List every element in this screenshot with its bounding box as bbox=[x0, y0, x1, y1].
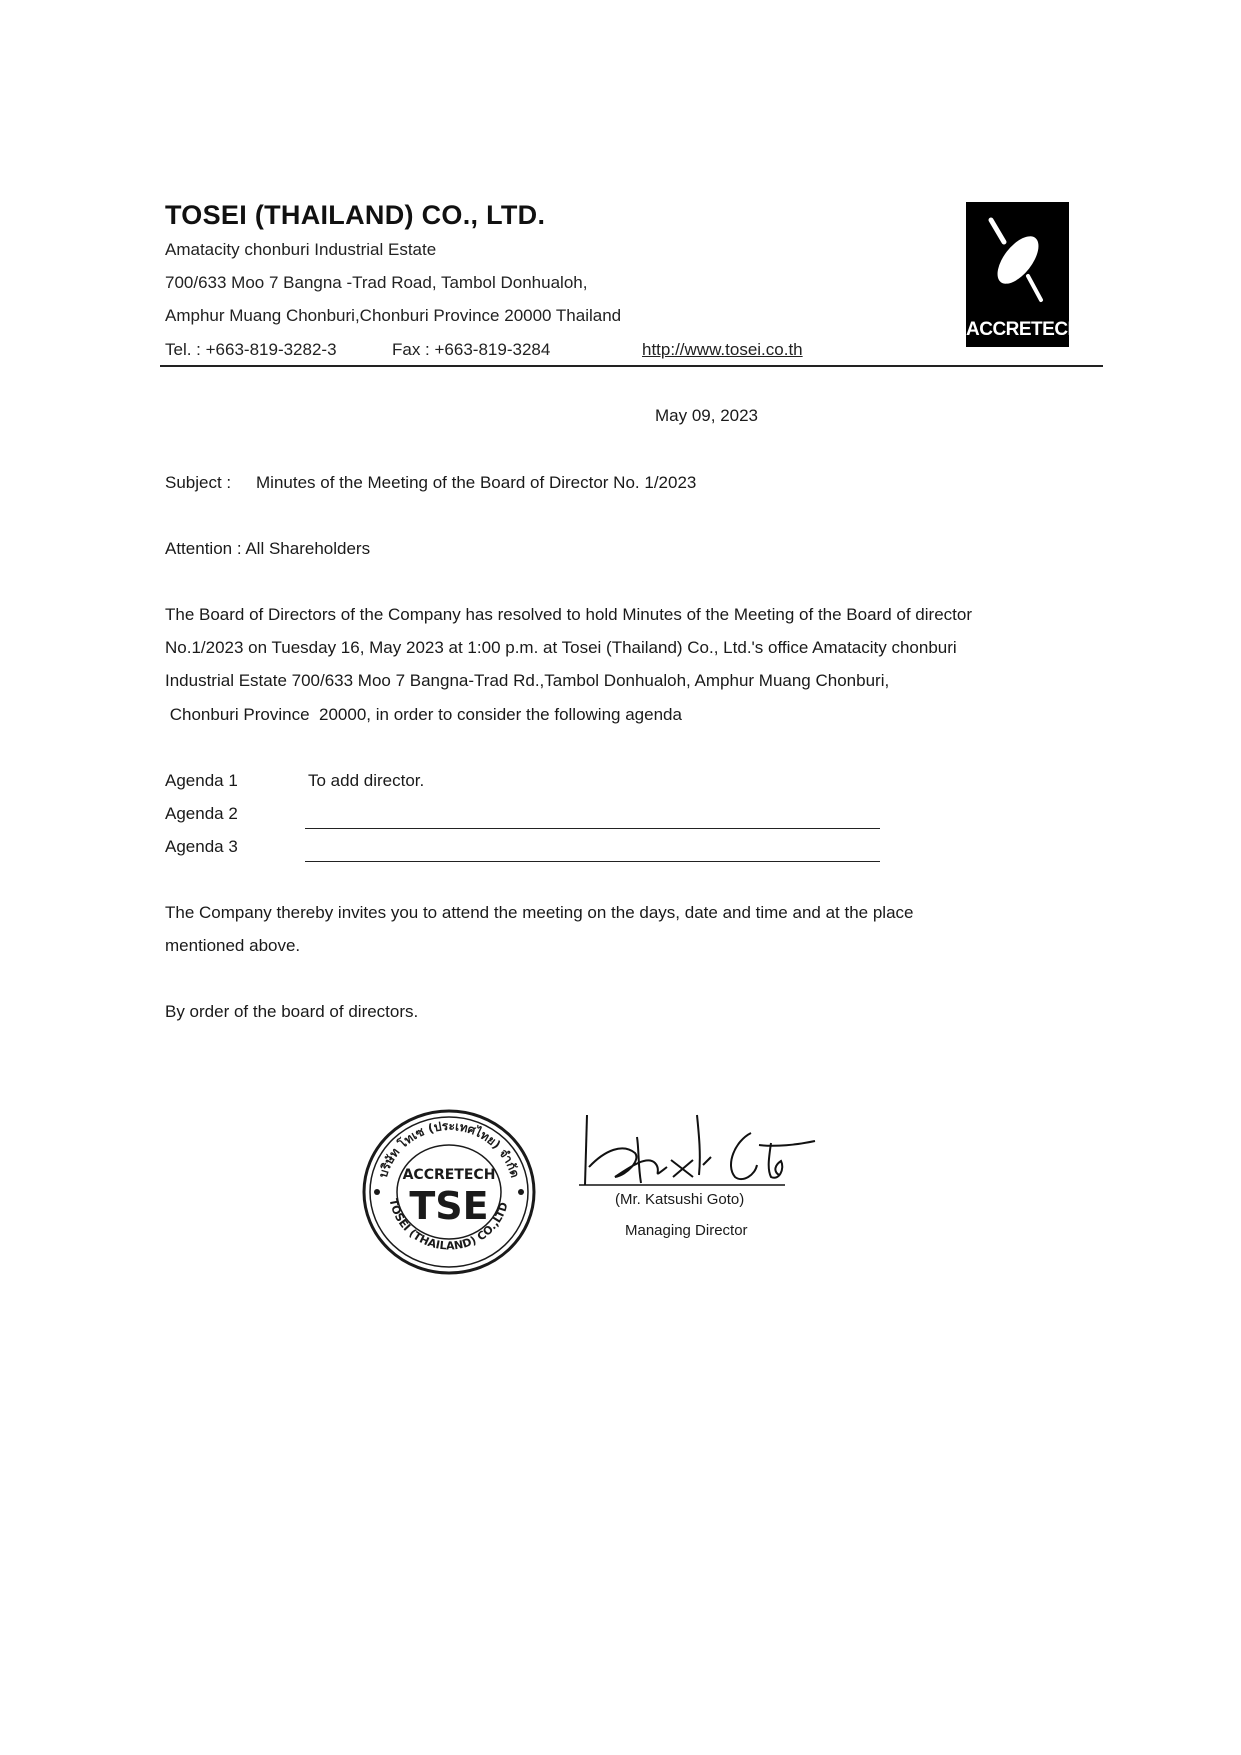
paragraph-line: No.1/2023 on Tuesday 16, May 2023 at 1:00 p.m. at Tosei (Thailand) Co., Ltd.'s office Amatacity chonburi bbox=[165, 638, 957, 657]
svg-text:TSE: TSE bbox=[409, 1184, 489, 1228]
svg-text:TOSEI (THAILAND) CO.,LTD.: TOSEI (THAILAND) CO.,LTD bbox=[386, 1197, 511, 1253]
address-line-3: Amphur Muang Chonburi,Chonburi Province 20000 Thailand bbox=[165, 306, 622, 325]
paragraph-line: Chonburi Province 20000, in order to consider the following agenda bbox=[165, 705, 682, 724]
subject-label: Subject : bbox=[165, 473, 232, 492]
agenda-1-value: To add director. bbox=[308, 771, 425, 790]
closing-line: By order of the board of directors. bbox=[165, 1002, 419, 1021]
address-line-2: 700/633 Moo 7 Bangna -Trad Road, Tambol Donhualoh, bbox=[165, 273, 588, 292]
svg-text:บริษัท โทเซ (ประเทศไทย) จำกัด: บริษัท โทเซ (ประเทศไทย) จำกัด bbox=[375, 1118, 523, 1180]
signer-name: (Mr. Katsushi Goto) bbox=[615, 1191, 745, 1208]
accretech-logo bbox=[966, 202, 1081, 347]
fax-number: Fax : +663-819-3284 bbox=[392, 340, 551, 359]
agenda-2-blank bbox=[305, 828, 880, 829]
tel-number: Tel. : +663-819-3282-3 bbox=[165, 340, 337, 359]
agenda-3-blank bbox=[305, 861, 880, 862]
company-name: TOSEI (THAILAND) CO., LTD. bbox=[165, 200, 546, 230]
paragraph-line: Industrial Estate 700/633 Moo 7 Bangna-Trad Rd.,Tambol Donhualoh, Amphur Muang Chonburi, bbox=[165, 671, 890, 690]
website-link[interactable]: http://www.tosei.co.th bbox=[642, 340, 803, 359]
agenda-2-label: Agenda 2 bbox=[165, 804, 238, 823]
logo-text: ACCRETECH bbox=[966, 319, 1081, 340]
invite-line: mentioned above. bbox=[165, 936, 301, 955]
signer-title: Managing Director bbox=[625, 1222, 748, 1239]
company-seal bbox=[360, 1107, 538, 1277]
header-divider bbox=[160, 365, 1103, 367]
svg-text:ACCRETECH: ACCRETECH bbox=[402, 1167, 496, 1183]
signature bbox=[575, 1105, 830, 1200]
paragraph-line: The Board of Directors of the Company has resolved to hold Minutes of the Meeting of the Board of director bbox=[165, 605, 972, 624]
address-line-1: Amatacity chonburi Industrial Estate bbox=[165, 240, 437, 259]
invite-line: The Company thereby invites you to attend the meeting on the days, date and time and at the place bbox=[165, 903, 914, 922]
attention-line: Attention : All Shareholders bbox=[165, 539, 371, 558]
letter-date: May 09, 2023 bbox=[655, 406, 759, 425]
subject-text: Minutes of the Meeting of the Board of Director No. 1/2023 bbox=[256, 473, 697, 492]
agenda-3-label: Agenda 3 bbox=[165, 837, 238, 856]
agenda-1-label: Agenda 1 bbox=[165, 771, 238, 790]
